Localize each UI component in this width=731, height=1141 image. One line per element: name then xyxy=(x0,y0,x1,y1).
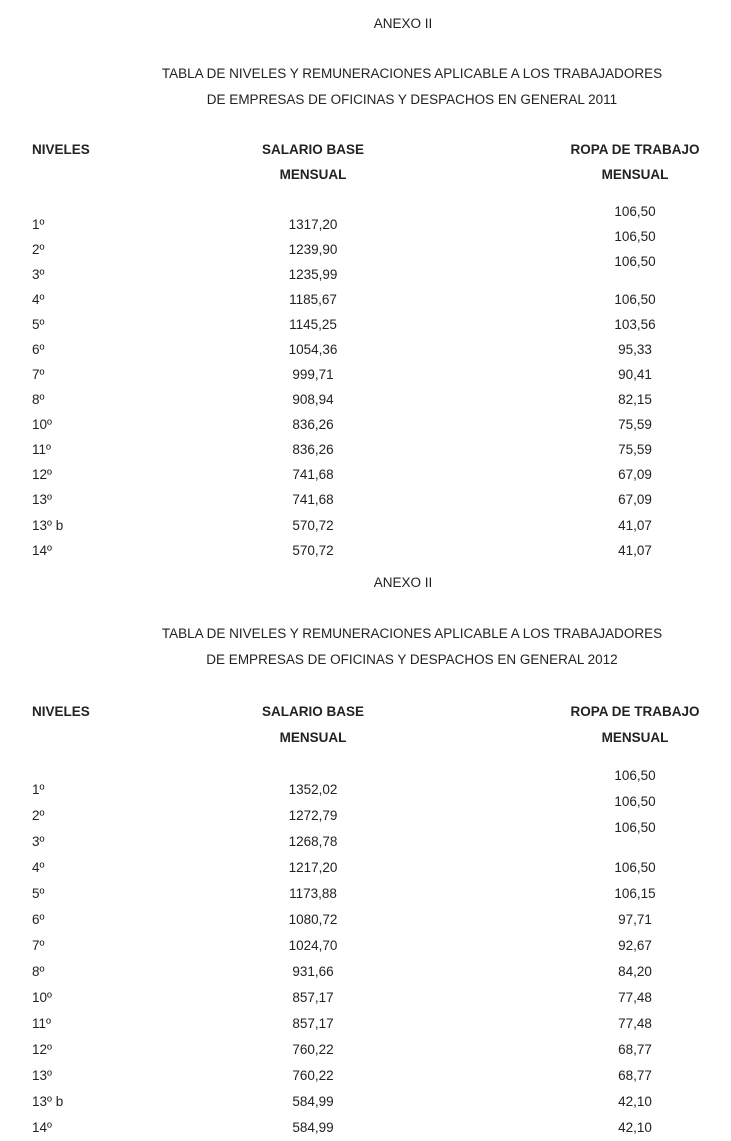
table-title-line-2: DE EMPRESAS DE OFICINAS Y DESPACHOS EN GENERAL 2011 xyxy=(206,92,618,107)
header-ropa-trabajo: ROPA DE TRABAJO xyxy=(570,142,700,157)
nivel-cell: 12º xyxy=(32,467,52,482)
salario-cell: 1185,67 xyxy=(289,292,337,307)
ropa-cell: 106,50 xyxy=(614,292,656,307)
ropa-cell: 41,07 xyxy=(618,543,652,558)
ropa-cell: 106,50 xyxy=(614,768,656,783)
ropa-cell: 103,56 xyxy=(614,317,656,332)
nivel-cell: 4º xyxy=(32,860,45,875)
ropa-cell: 67,09 xyxy=(618,467,652,482)
ropa-cell: 41,07 xyxy=(618,518,652,533)
salario-cell: 1352,02 xyxy=(288,782,338,797)
ropa-cell: 92,67 xyxy=(618,938,652,953)
salario-cell: 931,66 xyxy=(292,964,334,979)
ropa-cell: 106,50 xyxy=(614,229,656,244)
salario-cell: 760,22 xyxy=(292,1042,334,1057)
salario-cell: 760,22 xyxy=(292,1068,334,1083)
salario-cell: 741,68 xyxy=(292,492,334,507)
header-ropa-mensual: MENSUAL xyxy=(601,730,669,745)
salario-cell: 584,99 xyxy=(292,1120,334,1135)
ropa-cell: 95,33 xyxy=(618,342,652,357)
ropa-cell: 67,09 xyxy=(618,492,652,507)
nivel-cell: 5º xyxy=(32,317,45,332)
nivel-cell: 13º b xyxy=(32,518,64,533)
annex-title: ANEXO II xyxy=(373,16,433,31)
salario-cell: 741,68 xyxy=(292,467,334,482)
ropa-cell: 84,20 xyxy=(618,964,652,979)
nivel-cell: 11º xyxy=(32,1016,51,1031)
nivel-cell: 12º xyxy=(32,1042,52,1057)
nivel-cell: 3º xyxy=(32,267,45,282)
nivel-cell: 6º xyxy=(32,912,45,927)
ropa-cell: 68,77 xyxy=(618,1042,652,1057)
table-title-line-1: TABLA DE NIVELES Y REMUNERACIONES APLICABLE A LOS TRABAJADORES xyxy=(161,626,663,641)
header-salario-base: SALARIO BASE xyxy=(261,704,365,719)
salario-cell: 1024,70 xyxy=(288,938,338,953)
ropa-cell: 106,50 xyxy=(614,820,656,835)
table-title-line-1: TABLA DE NIVELES Y REMUNERACIONES APLICABLE A LOS TRABAJADORES xyxy=(161,66,663,81)
nivel-cell: 10º xyxy=(32,417,52,432)
ropa-cell: 75,59 xyxy=(618,442,652,457)
nivel-cell: 2º xyxy=(32,808,45,823)
header-salario-mensual: MENSUAL xyxy=(279,730,347,745)
salario-cell: 1272,79 xyxy=(288,808,338,823)
ropa-cell: 106,50 xyxy=(614,254,656,269)
nivel-cell: 7º xyxy=(32,367,45,382)
nivel-cell: 13º xyxy=(32,492,52,507)
header-niveles: NIVELES xyxy=(32,704,90,719)
ropa-cell: 90,41 xyxy=(618,367,652,382)
salario-cell: 570,72 xyxy=(292,543,334,558)
nivel-cell: 10º xyxy=(32,990,52,1005)
ropa-cell: 75,59 xyxy=(618,417,652,432)
salario-cell: 1217,20 xyxy=(288,860,338,875)
nivel-cell: 11º xyxy=(32,442,51,457)
header-niveles: NIVELES xyxy=(32,142,90,157)
salario-cell: 999,71 xyxy=(292,367,334,382)
salario-cell: 857,17 xyxy=(292,990,334,1005)
header-salario-base: SALARIO BASE xyxy=(261,142,365,157)
salario-cell: 1239,90 xyxy=(288,242,338,257)
nivel-cell: 8º xyxy=(32,964,45,979)
nivel-cell: 8º xyxy=(32,392,45,407)
salario-cell: 908,94 xyxy=(292,392,334,407)
ropa-cell: 106,50 xyxy=(614,860,656,875)
nivel-cell: 14º xyxy=(32,1120,52,1135)
salario-cell: 1317,20 xyxy=(288,217,338,232)
ropa-cell: 97,71 xyxy=(618,912,652,927)
nivel-cell: 6º xyxy=(32,342,45,357)
ropa-cell: 42,10 xyxy=(618,1120,652,1135)
salario-cell: 1268,78 xyxy=(288,834,338,849)
ropa-cell: 42,10 xyxy=(618,1094,652,1109)
salario-cell: 836,26 xyxy=(292,442,334,457)
ropa-cell: 77,48 xyxy=(618,1016,652,1031)
nivel-cell: 3º xyxy=(32,834,45,849)
nivel-cell: 1º xyxy=(32,782,45,797)
ropa-cell: 106,50 xyxy=(614,204,656,219)
nivel-cell: 13º xyxy=(32,1068,52,1083)
nivel-cell: 13º b xyxy=(32,1094,64,1109)
ropa-cell: 68,77 xyxy=(618,1068,652,1083)
nivel-cell: 14º xyxy=(32,543,52,558)
salario-cell: 1054,36 xyxy=(288,342,338,357)
salario-cell: 1145,25 xyxy=(289,317,337,332)
salario-cell: 584,99 xyxy=(292,1094,334,1109)
nivel-cell: 7º xyxy=(32,938,45,953)
ropa-cell: 106,15 xyxy=(614,886,656,901)
ropa-cell: 77,48 xyxy=(618,990,652,1005)
salario-cell: 1173,88 xyxy=(289,886,337,901)
ropa-cell: 82,15 xyxy=(618,392,652,407)
header-ropa-mensual: MENSUAL xyxy=(601,167,669,182)
nivel-cell: 4º xyxy=(32,292,45,307)
header-ropa-trabajo: ROPA DE TRABAJO xyxy=(570,704,700,719)
salario-cell: 570,72 xyxy=(292,518,334,533)
nivel-cell: 2º xyxy=(32,242,45,257)
ropa-cell: 106,50 xyxy=(614,794,656,809)
nivel-cell: 1º xyxy=(32,217,45,232)
salario-cell: 1235,99 xyxy=(288,267,338,282)
salario-cell: 857,17 xyxy=(292,1016,334,1031)
nivel-cell: 5º xyxy=(32,886,45,901)
header-salario-mensual: MENSUAL xyxy=(279,167,347,182)
salario-cell: 836,26 xyxy=(292,417,334,432)
annex-title: ANEXO II xyxy=(373,575,433,590)
salario-cell: 1080,72 xyxy=(288,912,338,927)
table-title-line-2: DE EMPRESAS DE OFICINAS Y DESPACHOS EN GENERAL 2012 xyxy=(206,652,618,667)
